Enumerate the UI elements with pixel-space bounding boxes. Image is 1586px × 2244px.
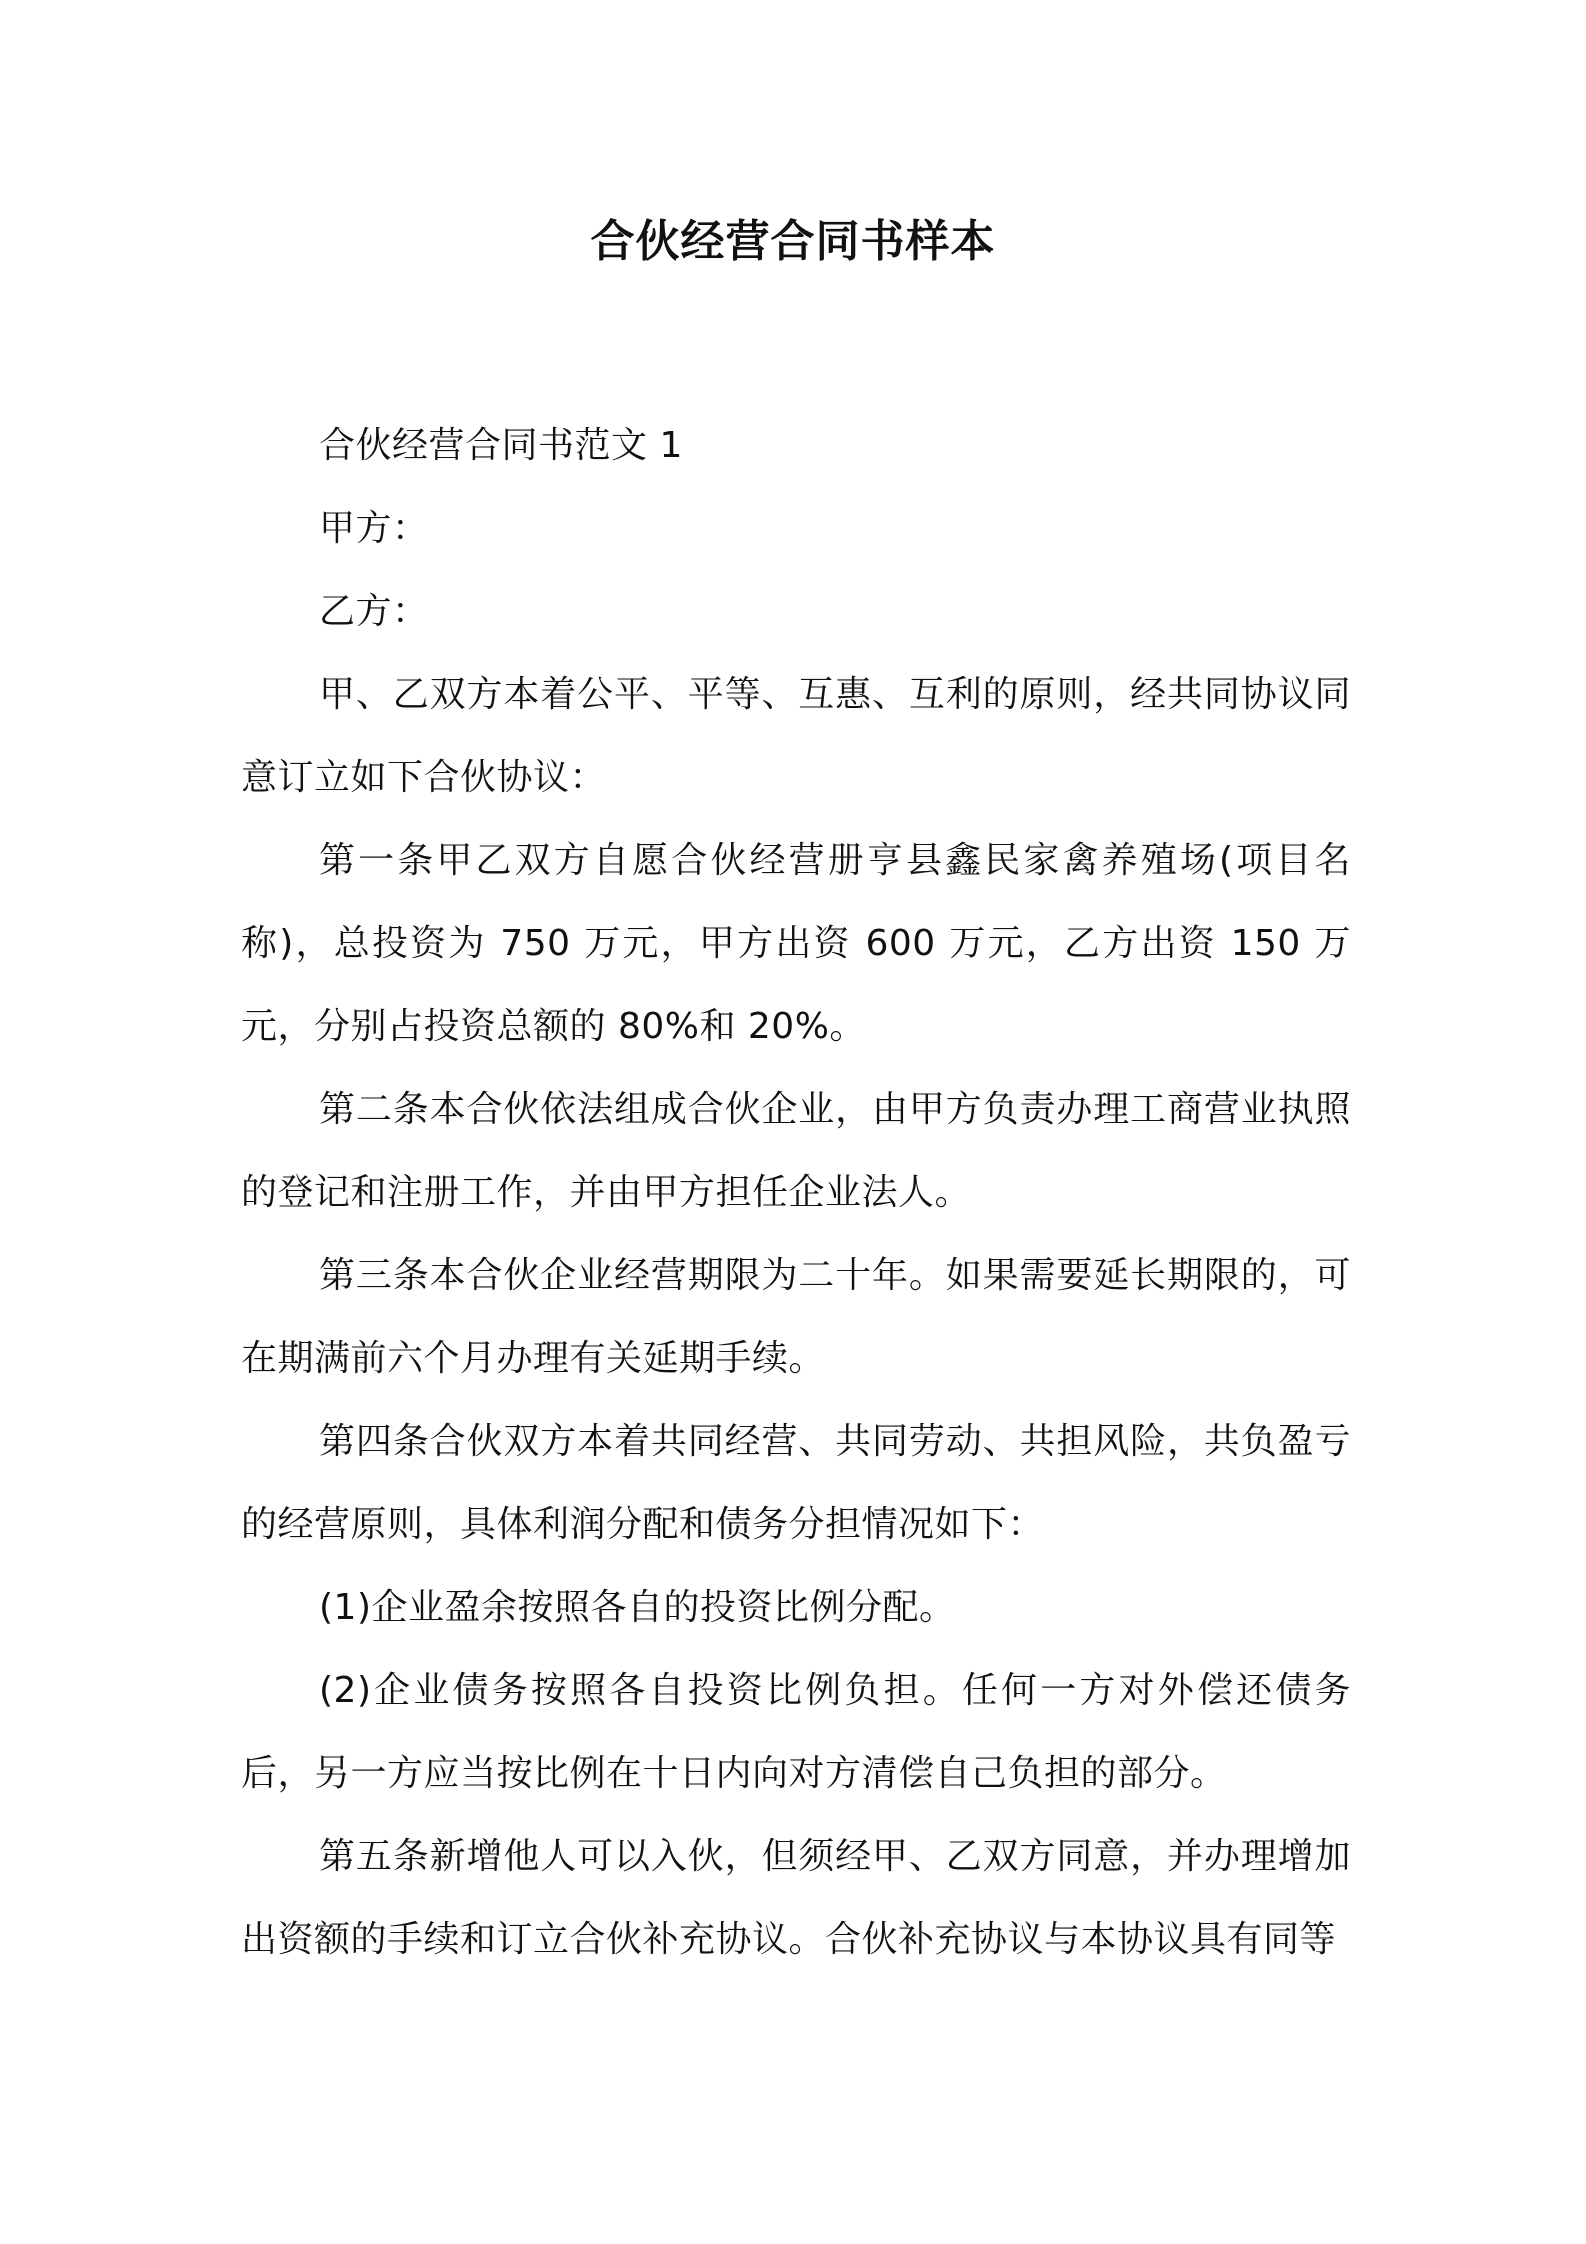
paragraph-article-4: 第四条合伙双方本着共同经营、共同劳动、共担风险，共负盈亏的经营原则，具体利润分配和债务分担情况如下： [241,1421,1351,1545]
document-body [241,404,1351,1981]
paragraph-item-2: (2)企业债务按照各自投资比例负担。任何一方对外偿还债务后，另一方应当按比例在十日内向对方清偿自己负担的部分。 [241,1670,1351,1794]
paragraph-article-1: 第一条甲乙双方自愿合伙经营册亨县鑫民家禽养殖场(项目名称)，总投资为 750 万元，甲方出资 600 万元，乙方出资 150 万元，分别占投资总额的 80%和 20%。 [241,840,1351,1047]
paragraph-article-2: 第二条本合伙依法组成合伙企业，由甲方负责办理工商营业执照的登记和注册工作，并由甲方担任企业法人。 [241,1089,1351,1213]
paragraph-preamble: 甲、乙双方本着公平、平等、互惠、互利的原则，经共同协议同意订立如下合伙协议： [241,674,1351,798]
paragraph-item-1: (1)企业盈余按照各自的投资比例分配。 [319,1587,956,1628]
paragraph-party-b: 乙方： [319,591,429,632]
paragraph-heading: 合伙经营合同书范文 1 [319,425,683,466]
document-title: 合伙经营合同书样本 [590,216,996,267]
paragraph-article-3: 第三条本合伙企业经营期限为二十年。如果需要延长期限的，可在期满前六个月办理有关延期手续。 [241,1255,1351,1379]
paragraph-party-a: 甲方： [319,508,429,549]
paragraph-article-5: 第五条新增他人可以入伙，但须经甲、乙双方同意，并办理增加出资额的手续和订立合伙补充协议。合伙补充协议与本协议具有同等 [241,1836,1351,1960]
